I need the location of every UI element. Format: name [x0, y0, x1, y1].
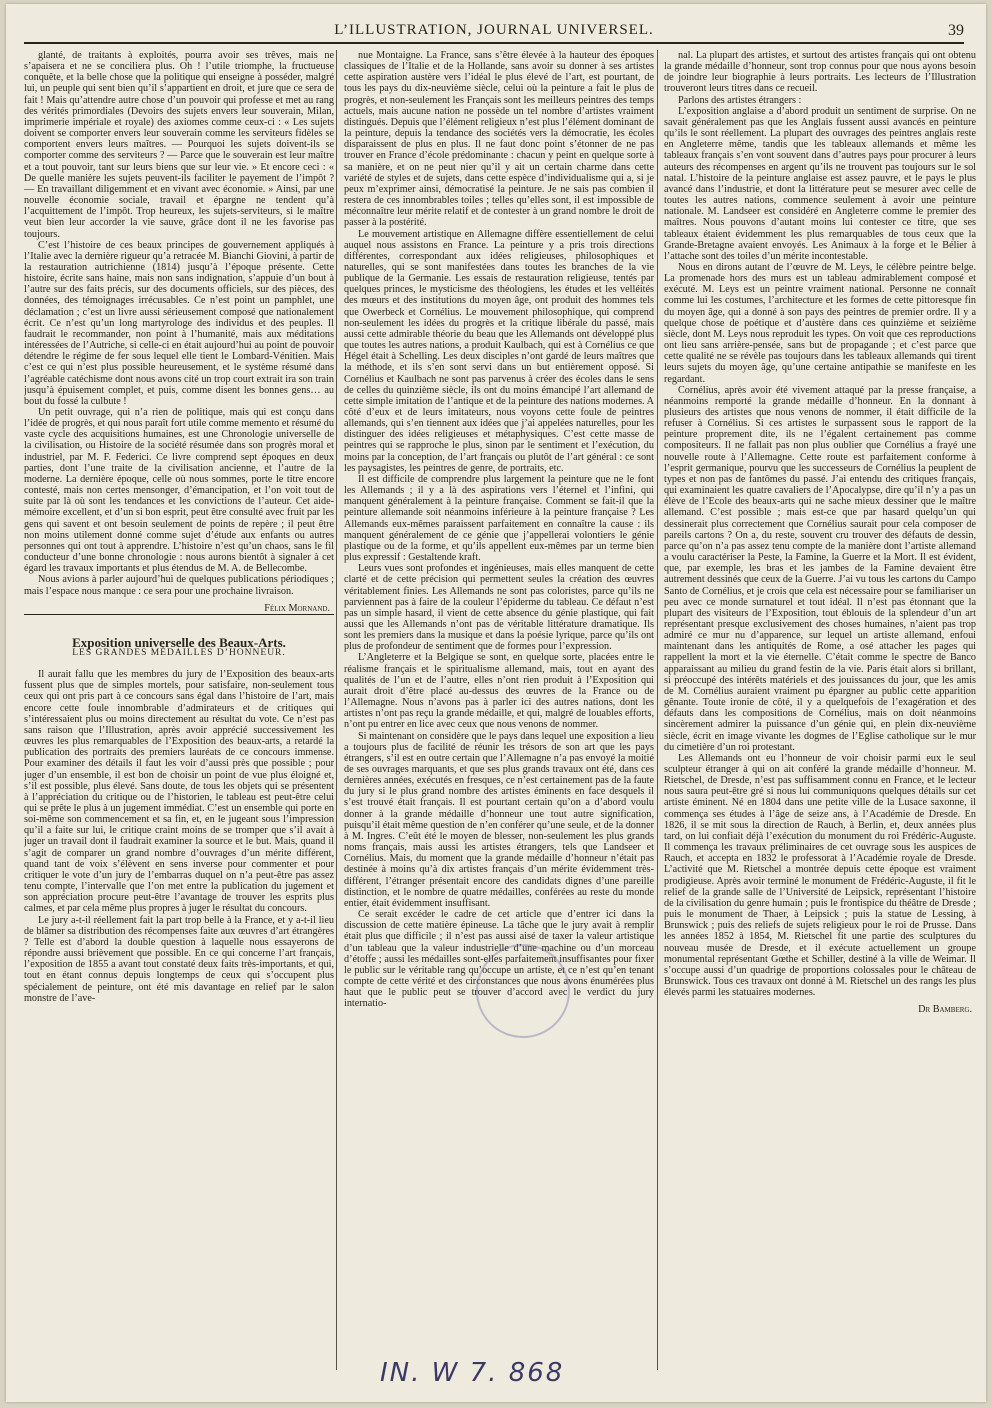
- library-stamp: [476, 944, 570, 1038]
- paragraph: Leurs vues sont profondes et ingénieuses, mais elles manquent de cette clarté et de cette précision qui permettent seules la création des œuvres véritablement finies. Les Allemands ne sont pas coloristes, parce qu’ils ne parviennent pas à faire de la couleur l’épiderme du tableau. Ce défaut n’est pas un simple hasard, il vient de cette absence du génie plastique, qui fait aussi que les Allemands n’ont pas de véritable littérature dramatique. Ils sont les premiers dans la musique et dans la poésie lyrique, parce qu’ils ont plus de profondeur de sentiment que de formes pour l’expression.: [344, 563, 654, 653]
- newspaper-page: [6, 4, 986, 1402]
- column-rule: [657, 50, 658, 1370]
- column-3: [664, 50, 976, 1370]
- section-subtitle: LES GRANDES MÉDAILLES D’HONNEUR.: [72, 647, 286, 658]
- page-header: [24, 22, 964, 44]
- paragraph: nue Montaigne. La France, sans s’être élevée à la hauteur des époques classiques de l’Italie et de la Hollande, sans avoir su donner à ses artistes cette aspiration austère vers l’idéal le plus élevé de l’art, est pourtant, de tous les pays du dix-neuvième siècle, celui où la peinture a fait le plus de progrès, et non-seulement les Français sont les meilleurs peintres des temps actuels, mais aucune nation ne possède un tel nombre d’artistes vraiment distingués. Depuis que l’élément religieux n’est plus l’élément dominant de la peinture, depuis la tendance des sociétés vers la démocratie, les écoles disparaissent de plus en plus. Il ne faut donc point s’étonner de ne pas trouver en France d’école prédominante : chacun y peint en quelque sorte à sa manière, et on ne peut nier qu’il y ait un certain charme dans cette variété de styles et de sujets, dans cette espèce d’individualisme qui a, si je peux m’exprimer ainsi, démocratisé la peinture. Je ne sais pas combien il restera de ces innombrables toiles ; telles qu’elles sont, il est impossible de méconnaître leur mérite relatif et de contester à un grand nombre le droit de passer à la postérité.: [344, 50, 654, 229]
- paragraph: Les Allemands ont eu l’honneur de voir choisir parmi eux le seul sculpteur étranger à qui on ait conféré la grande médaille d’honneur. M. Rietschel, de Dresde, n’est pas suffisamment connu en France, et le lecteur nous saura peut-être gré si nous lui communiquons quelques détails sur cet artiste éminent. Né en 1804 dans une petite ville de la Lusace saxonne, il commença ses études à l’âge de seize ans, à l’Académie de Dresde. En 1826, il se mit sous la direction de Rauch, à Berlin, et, deux années plus tard, on lui confiait déjà l’exécution du monument du roi Frédéric-Auguste. Il commença les travaux préliminaires de cet ouvrage sous les auspices de Rauch, et accepta en 1832 le professorat à l’Académie royale de Dresde. L’activité que M. Rietschel a montrée depuis cette époque est vraiment prodigieuse. Après avoir terminé le monument de Frédéric-Auguste, il fit le relief de la grande salle de l’Université de Leipsick, représentant l’histoire de la civilisation du genre humain ; puis le frontispice du théâtre de Dresde ; puis le monument de Thaer, à Leipsick ; puis la statue de Lessing, à Brunswick ; puis des reliefs de sujets religieux pour le roi de Prusse. Dans les années 1852 à 1854, M. Rietschel fit une partie des sculptures du nouveau musée de Dresde, et il exécute actuellement un groupe monumental représentant Gœthe et Schiller, destiné à la ville de Weimar. Il s’occupe aussi d’un quadrige de proportions colossales pour le château de Brunswick. Tous ces travaux ont donné à M. Rietschel un des rangs les plus élevés parmi les statuaires modernes.: [664, 752, 976, 999]
- paragraph: Nous avions à parler aujourd’hui de quelques publications périodiques ; mais l’espace nous manque : ce sera pour une prochaine livraison.: [24, 574, 334, 597]
- paragraph: Nous en dirons autant de l’œuvre de M. Leys, le célèbre peintre belge. La promenade hors des murs est un tableau admirablement composé et exécuté. M. Leys est un peintre vraiment national. Personne ne connaît comme lui les costumes, l’architecture et les formes de cette pittoresque fin du moyen âge, qui a donné à son pays des peintres de premier ordre. Il y a quelque chose de poétique et d’austère dans ces quinzième et seizième siècle, dont M. Leys nous reproduit les types. On voit que ces reproductions ont lieu sans arrière-pensée, sans but de propagande ; et c’est parce que cette qualité ne se révèle pas toujours dans les tableaux allemands qui tirent leurs sujets du moyen âge, qu’une certaine antipathie se manifeste en les regardant.: [664, 261, 976, 385]
- paragraph: Le jury a-t-il réellement fait la part trop belle à la France, et y a-t-il lieu de blâmer sa distribution des récompenses faite aux œuvres d’art étrangères ? Telle est d’abord la double question à laquelle nous essayerons de répondre aussi brièvement que possible. En ce qui concerne l’art français, l’exposition de 1855 a avant tout constaté deux faits très-importants, et qui, tout en étant connus depuis longtemps de ceux qui s’occupent plus spécialement de peinture, ont été mis davantage en relief par le salon monstre de l’ave-: [24, 914, 334, 1004]
- paragraph: Un petit ouvrage, qui n’a rien de politique, mais qui est conçu dans l’idée de progrès, et qui nous paraît fort utile comme memento et résumé du vaste cycle des acquisitions humaines, est une Chronologie universelle de la civilisation, ou Histoire de la société résumée dans son progrès moral et industriel, par M. F. Federici. Ce livre comprend sept époques en deux parties, dont l’une traite de la civilisation ancienne, et l’autre de la moderne. La dernière époque, celle où nous sommes, porte le titre encore contesté, mais non certes mensonger, d’émancipation, et l’on voit tout de suite par là où sont les tendances et les convictions de l’auteur. Cet aide-mémoire excellent, et d’un si bon esprit, peut être consulté avec fruit par les gens qui savent et ont besoin seulement de points de repère ; il peut être non moins utilement donné comme sujet d’étude aux enfants ou autres personnes qui ont tout à apprendre. L’histoire n’est qu’un chaos, sans le fil conducteur d’une bonne chronologie : nous aurons bientôt à signaler à cet égard les travaux importants et plus étendus de M. A. de Bellecombe.: [24, 407, 334, 575]
- author-signature: Dr Bamberg.: [918, 1004, 972, 1016]
- page-number: 39: [948, 22, 964, 39]
- paragraph: Cornélius, après avoir été vivement attaqué par la presse française, a néanmoins remporté la grande médaille d’honneur. En la donnant à plusieurs des artistes que nous venons de nommer, il était difficile de la refuser à Cornélius. Si ces artistes le surpassent sous le rapport de la peinture proprement dite, ils ne l’égalent certainement pas comme compositeurs. Il ne fallait pas non plus oublier que Cornélius a frayé une nouvelle route à l’Allemagne. Cette route est parfaitement conforme à l’esprit germanique, pourvu que les successeurs de Cornélius la peuplent de types et non pas de fantômes du passé. J’ai entendu des critiques français, qui examinaient les quatre cavaliers de l’Apocalypse, dire qu’il n’y a pas un élève de l’Ecole des beaux-arts qui ne sache mieux dessiner que le maître allemand. C’est possible ; mais est-ce que par hasard quelqu’un qui dessinerait plus correctement que Cornélius saurait pour cela composer de pareils cartons ? On a, du reste, souvent cru trouver des défauts de dessin, parce qu’on n’a pas assez tenu compte de la manière dont l’artiste allemand a voulu caractériser la Peste, la Famine, la Guerre et la Mort. Il est évident, que, par exemple, les bras et les jambes de la Famine devaient être autrement dessinés que ceux de la Guerre. J’ai vu tous les cartons du Campo Santo de Cornélius, et je crois que cela est nécessaire pour se familiariser un peu avec ce monde surnaturel et tout idéal. Il n’est pas étonnant que la plupart des visiteurs de l’Exposition, tout éblouis de la splendeur d’un art représentant presque exclusivement des choses humaines, n’aient pas trop admiré ce mur nu d’apparence, sur lequel un artiste allemand, enfoui maintenant dans les antiquités de Rome, a osé attacher les pages qui rappellent la mort et la vie éternelle. C’était comme le spectre de Banco apparaissant au milieu du grand festin de la vie. Paris était alors si brillant, si préoccupé des intérêts matériels et des jouissances du jour, que les amis de M. Cornélius auraient vraiment pu épargner au public cette apparition gênante. Toute ironie de côté, il y a quelquefois de l’exagération et des défauts dans les compositions de Cornélius, mais on doit néanmoins sincèrement admirer la puissance d’un génie qui, en plein dix-neuvième siècle, écrit en image vivante les dogmes de l’Eglise catholique sur le mur du cimetière d’un roi protestant.: [664, 384, 976, 753]
- paragraph: Il aurait fallu que les membres du jury de l’Exposition des beaux-arts fussent plus que de simples mortels, pour satisfaire, non-seulement tous ceux qui ont pris part à ce concours sans égal dans l’histoire de l’art, mais encore cette foule innombrable d’admirateurs et de critiques qui s’intéressaient plus ou moins directement au résultat du vote. Ce n’est pas sans raison que l’Illustration, après avoir apprécié successivement les œuvres les plus remarquables de l’Exposition des beaux-arts, a retardé la publication des portraits des premiers lauréats de ce concours immense. Pour examiner des détails il faut les voir d’aussi près que possible ; pour juger d’un ensemble, il est bon de choisir un point de vue plus éloigné et, s’il est possible, plus élevé. Sans doute, de tous les objets qui se présentent à l’appréciation du critique ou de l’historien, le tableau est peut-être celui qui se prête le plus à un jugement immédiat. C’est un ensemble qui porte en soi-même son commencement et sa fin, et, en le jugeant sous l’impression qu’il a faite sur lui, le critique craint moins de se tromper que s’il avait à juger un travail dont il faudrait examiner la source et le but. Mais, quand il s’agit de comparer un grand nombre d’ouvrages d’un mérite différent, quand tant de voix s’élèvent en sens inverse pour commenter et pour critiquer le vote d’un jury de l’embarras duquel on n’a peut-être pas assez tenu compte, l’intervalle que l’on met entre la publication du jugement et son appréciation procure peut-être l’avantage de trouver les esprits plus calmes, et par cela même plus propres à juger le résultat du concours.: [24, 669, 334, 915]
- column-2: [344, 50, 654, 1370]
- paragraph: glanté, de traitants à exploités, pourra avoir ses trêves, mais ne s’apaisera et ne se conciliera plus. Oh ! l’utile triomphe, la fructueuse conquête, et la belle chose que la politique qui enseigne à posséder, malgré lui, un peuple qui sent bien qu’il s’appartient en droit, et jure que ce sera de fait ! Mais qu’attendre autre chose d’un pouvoir qui professe et met au rang des vérités primordiales (Devoirs des sujets envers leur souverain, Milan, imprimerie impériale et royale) des axiomes comme ceux-ci : « Les sujets doivent se comporter envers leur souverain comme les serviteurs fidèles se comportent envers leurs maîtres. — Pourquoi les sujets doivent-ils se comporter comme des serviteurs ? — Parce que le souverain est leur maître et a tout pouvoir, tant sur leurs biens que sur leur vie. » Et encore ceci : « De quelle manière les sujets peuvent-ils faciliter le payement de l’impôt ? — En travaillant diligemment et en vivant avec économie. » Ainsi, par une nouvelle économie sociale, travail et épargne ne tendent qu’à l’acquittement de l’impôt. Trop heureux, les sujets-serviteurs, si le maître veut bien leur accorder la vie sauve, grâce dont il ne les favorise pas toujours.: [24, 50, 334, 240]
- paragraph: Parlons des artistes étrangers :: [678, 94, 802, 106]
- section-title: Exposition universelle des Beaux-Arts.: [24, 614, 334, 648]
- author-signature: Félix Mornand.: [264, 602, 330, 614]
- catalog-mark: IN. W 7. 868: [380, 1358, 565, 1388]
- journal-title: L’ILLUSTRATION, JOURNAL UNIVERSEL.: [334, 22, 654, 38]
- column-1: [24, 50, 334, 1370]
- paragraph: Il est difficile de comprendre plus largement la peinture que ne le font les Allemands ; il y a là des aspirations vers l’éternel et l’infini, qui manquent généralement à la peinture française. Comment se fait-il que la peinture allemande soit néanmoins inférieure à la peinture française ? Les Allemands eux-mêmes paraissent parfaitement en connaître la cause : ils manquent généralement de ce génie que j’appellerai volontiers le génie plastique ou de la forme, et qu’ils appellent eux-mêmes par un terme bien plus expressif : Gestaltende kraft.: [344, 473, 654, 564]
- paragraph: nal. La plupart des artistes, et surtout des artistes français qui ont obtenu la grande médaille d’honneur, sont trop connus pour que nous ayons besoin de joindre leur biographie à leurs portraits. Les lecteurs de l’Illustration trouveront leurs titres dans ce recueil.: [664, 50, 976, 95]
- paragraph: C’est l’histoire de ces beaux principes de gouvernement appliqués à l’Italie avec la dernière rigueur qu’a retracée M. Bianchi Giovini, à partir de la restauration autrichienne (1814) jusqu’à l’époque présente. Cette histoire, écrite sans haine, mais non sans indignation, s’appuie d’un bout à l’autre sur des faits précis, sur des documents officiels, sur des pièces, des données, des témoignages irrécusables. Ce n’est point un pamphlet, une déclamation ; c’est un livre aussi sérieusement composé que nationalement écrit. Ce n’est qu’un long martyrologe des individus et des peuples. Il faudrait le recommander, non point à l’humanité, mais aux méditations intéressées de l’Autriche, si celle-ci en était aujourd’hui au point de pouvoir détendre le régime de fer sous lequel elle tient le Lombard-Vénitien. Mais c’est ce qui n’est plus possible heureusement, et le système résumé dans l’agréable catéchisme dont nous avons cité un trop court extrait ira son train jusqu’à épuisement complet, et puis, comme disent les bonnes gens… au bout du fossé la culbute !: [24, 239, 334, 407]
- paragraph: L’Angleterre et la Belgique se sont, en quelque sorte, placées entre le réalisme français et le spiritualisme allemand, mais, tout en ayant des qualités de l’un et de l’autre, elles n’ont rien produit à l’Exposition qui aurait droit d’être placé au-dessus des œuvres de la France ou de l’Allemagne. Nous n’avons pas à parler ici des autres nations, dont les artistes n’ont pas reçu la grande médaille, et qui, malgré de louables efforts, n’ont pu entrer en lice avec ceux que nous venons de nommer.: [344, 652, 654, 731]
- paragraph: Le mouvement artistique en Allemagne diffère essentiellement de celui auquel nous assistons en France. La peinture y a pris trois directions différentes, correspondant aux idées religieuses, philosophiques et naturelles, qui se sont manifestées dans toutes les branches de la vie publique de la Germanie. Les essais de restauration religieuse, tentés par quelques princes, le mysticisme des théologiens, les études et les velléités des mœurs et des institutions du moyen âge, ont produit des hommes tels que Owerbeck et Cornélius. Le mouvement philosophique, qui comprend non-seulement les idées du progrès et la critique libérale du passé, mais aussi cette admirable théorie du beau que les Allemands ont développé plus que toutes les autres nations, a produit Kaulbach, qui est à Cornélius ce que Hégel était à Schelling. Les deux disciples n’ont gardé de leurs maîtres que la méthode, et ils s’en sont servi dans un but entièrement opposé. Si Cornélius et Kaulbach ne sont pas parvenus à créer des écoles dans le sens de celles du quinzième siècle, ils ont du moins émancipé l’art allemand de cette simple imitation de l’antique et de la peinture des nations modernes. A côté d’eux et de leurs imitateurs, nous voyons cette foule de peintres allemands, qui s’en tiennent aux idées que j’ai appelées naturelles, pour les distinguer des idées religieuses et métaphysiques. C’est cette masse de peintres qui se rapproche le plus, sinon par le sentiment et l’exécution, du moins par la conception, de l’art français ou plutôt de l’art général : ce sont les paysagistes, les peintres de genre, de portraits, etc.: [344, 228, 654, 474]
- paragraph: Si maintenant on considère que le pays dans lequel une exposition a lieu a toujours plus de facilité de réunir les trésors de son art que les pays étrangers, s’il est en outre certain que l’Allemagne n’a pas envoyé la moitié de ses ouvrages marquants, et que ses plus grands travaux ont été, dans ces dernières années, exécutés en fresques, ce n’est certainement pas de la faute du jury si le plus grand nombre des artistes éminents en face desquels il s’est trouvé était français. Il est pourtant certain qu’on a d’abord voulu donner à la grande médaille d’honneur une tout autre signification, puisqu’il était même question de n’en conférer qu’une seule, et de la donner à M. Ingres. C’eût été le moyen de blesser, non-seulement les plus grands noms français, mais aussi les artistes étrangers, tels que Landseer et Cornélius. Mais, du moment que la grande médaille d’honneur n’était pas destinée à moins qu’à dix artistes français d’un mérite évidemment très-différent, l’étranger présentait encore des candidats dignes d’une pareille distinction, et le nombre de quatre médailles, conférées au reste du monde entier, était évidemment insuffisant.: [344, 730, 654, 909]
- paragraph: L’exposition anglaise a d’abord produit un sentiment de surprise. On ne savait généralement pas que les Anglais fussent aussi avancés en peinture qu’ils le sont réellement. La plupart des ouvrages des peintres anglais reste en Angleterre même, tandis que les tableaux allemands et même les tableaux français s’en vont souvent dans d’autres pays pour procurer à leurs auteurs des récompenses en argent qu’ils ne trouvent pas toujours sur le sol natal. L’histoire de la peinture anglaise est assez pauvre, et le pays le plus avancé dans l’industrie, et dont la littérature peut se mesurer avec celle de toutes les autres nations, commence seulement à avoir une peinture nationale. M. Landseer est considéré en Angleterre comme le premier des maîtres. Nous pouvons d’autant moins lui contester ce titre, que ses tableaux étaient évidemment les plus remarquables de tous ceux que la Grande-Bretagne avaient envoyés. Les Animaux à la forge et le Bélier à l’attache sont des toiles d’un mérite incontestable.: [664, 105, 976, 262]
- column-rule: [336, 50, 337, 1370]
- paragraph: Ce serait excéder le cadre de cet article que d’entrer ici dans la discussion de cette matière épineuse. La tâche que le jury avait à remplir était plus que difficile ; il n’est pas aussi aisé de taxer la valeur artistique d’un tableau que la valeur industrielle d’une machine ou d’un morceau d’étoffe ; aussi les médailles sont-elles parfaitement insuffisantes pour fixer le public sur le véritable rang qu’occupe un artiste, et ce n’est qu’en tenant compte de cette vérité et des circonstances que nous avons énumérées plus haut que le public peut se trouver d’accord avec le verdict du jury internatio-: [344, 909, 654, 1010]
